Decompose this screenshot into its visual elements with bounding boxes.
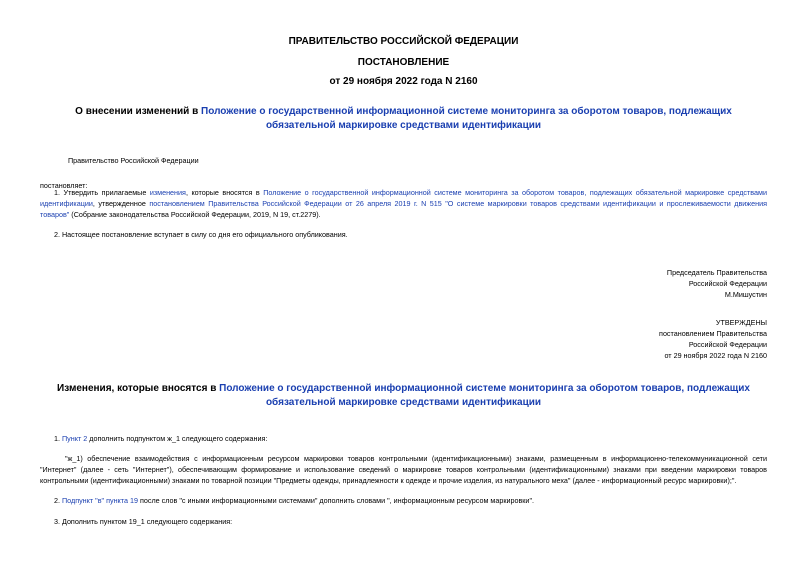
subject-link[interactable]: Положение о государственной информационной системе мониторинга за оборотом товаров, подлежащих обязательной маркировке средствами идентификации: [201, 106, 732, 131]
signature-title: Председатель Правительства: [666, 268, 767, 277]
changes-title: [40, 382, 767, 410]
c1-text-a: 1.: [54, 434, 62, 443]
issuer-text: Правительство Российской Федерации: [68, 156, 199, 165]
signature-country: Российской Федерации: [688, 279, 767, 288]
document-date-number: от 29 ноября 2022 года N 2160: [329, 76, 478, 87]
p1-text-b: , которые вносятся в: [185, 188, 264, 197]
signature-name: М.Мишустин: [724, 290, 767, 299]
document-type: ПОСТАНОВЛЕНИЕ: [357, 57, 450, 68]
p1-link-changes[interactable]: изменения: [149, 188, 186, 197]
paragraph-2: 2. Настоящее постановление вступает в силу со дня его официального опубликования.: [54, 230, 348, 239]
p1-text-c: , утвержденное: [92, 199, 150, 208]
approval-line-4: от 29 ноября 2022 года N 2160: [664, 351, 767, 360]
changes-title-prefix: Изменения, которые вносятся в: [57, 383, 220, 394]
p1-text-d: (Собрание законодательства Российской Федерации, 2019, N 19, ст.2279).: [69, 210, 321, 219]
decides-text: постановляет:: [40, 181, 88, 190]
approval-line-3: Российской Федерации: [688, 340, 767, 349]
p1-text-a: 1. Утвердить прилагаемые: [54, 188, 150, 197]
approval-block: [500, 317, 767, 361]
paragraph-1: [40, 187, 767, 220]
changes-title-link[interactable]: Положение о государственной информационной системе мониторинга за оборотом товаров, подлежащих обязательной маркировке средствами идентификации: [219, 383, 750, 408]
change-3: 3. Дополнить пунктом 19_1 следующего содержания:: [54, 517, 233, 526]
p1-link-decree[interactable]: постановлением Правительства Российской Федерации от 26 апреля 2019 г. N 515 "О системе маркировки товаров средствами идентификации и прослеживаемости движения товаров": [40, 199, 767, 219]
c2-link-point-19[interactable]: Подпункт "в" пункта 19: [62, 496, 138, 505]
c2-text-b: после слов "с иными информационными системами" дополнить словами ", информационным ресурсом маркировки".: [137, 496, 534, 505]
c2-text-a: 2.: [54, 496, 62, 505]
c1-link-point-2[interactable]: Пункт 2: [62, 434, 88, 443]
change-1-quote: "ж_1) обеспечение взаимодействия с информационным ресурсом маркировки товаров контрольными (идентификационными) знаками, размещенным в информационно-телекоммуникационной сети "Интернет" (далее - сеть "Интернет"), обеспечивающим формирование и использование сведений о маркировке товаров контрольными (идентификационными) знаками при введении маркировки товаров контрольными (идентификационными) знаками по товарной позиции "Предметы одежды, принадлежности к одежде и прочие изделия, из натурального меха" (далее - информационный ресурс маркировки);".: [40, 454, 767, 485]
subject-prefix: О внесении изменений в: [75, 106, 202, 117]
signature-block: [500, 267, 767, 300]
c1-text-b: дополнить подпунктом ж_1 следующего содержания:: [87, 434, 268, 443]
government-heading: ПРАВИТЕЛЬСТВО РОССИЙСКОЙ ФЕДЕРАЦИИ: [288, 36, 519, 47]
p1-link-regulation[interactable]: Положение о государственной информационной системе мониторинга за оборотом товаров, подлежащих обязательной маркировке средствами идентификации: [40, 188, 767, 208]
approval-line-1: УТВЕРЖДЕНЫ: [715, 318, 767, 327]
change-2: [54, 495, 534, 506]
document-subject: [40, 105, 767, 133]
approval-line-2: постановлением Правительства: [659, 329, 767, 338]
change-1: [54, 433, 267, 444]
